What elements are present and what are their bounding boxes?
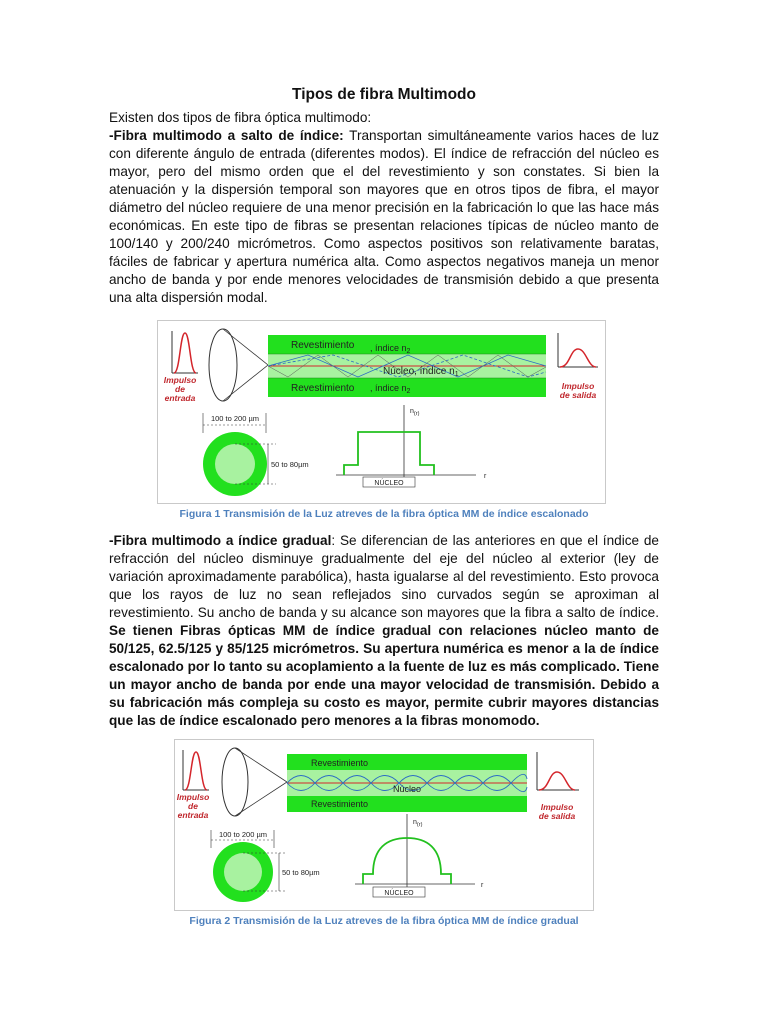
fig2-axis-n: n (413, 819, 417, 826)
fig1-core-sub: 1 (454, 371, 459, 378)
section-2-body-a: : Se diferencian de las anteriores en que el índice de refracción del núcleo disminuye gradualmente del eje del núcleo al exterior (ley de variación aproximadamente parabólica), hasta igualarse al del revestimiento. Esto provoca que los rayos de luz no sean reflejados sino curvados según se aproximan al revestimiento. Su ancho de banda y su alcance son mayores que la fibra a salto de índice. (109, 533, 659, 620)
fig1-cross-core (215, 444, 255, 484)
input-pulse-icon (185, 752, 207, 790)
fig1-index-bottom-sub: 2 (406, 388, 411, 395)
svg-text:n(r) (410, 408, 420, 417)
fig1-axis-sub: (r) (413, 411, 420, 417)
fig2-input-label-2: de (188, 801, 198, 811)
fig2-nucleus: NÚCLEO (384, 890, 414, 897)
intro-line: Existen dos tipos de fibra óptica multimodo: (109, 110, 372, 125)
input-label-3: entrada (164, 393, 196, 403)
figure-1 (157, 320, 606, 504)
fig1-cladding-top: Revestimiento (291, 340, 355, 351)
fig2-input-label-3: entrada (177, 810, 209, 820)
fig1-inner-dim: 50 to 80µm (271, 460, 309, 469)
input-label-1: Impulso (163, 375, 197, 385)
step-profile-line (344, 432, 434, 475)
section-2-heading: -Fibra multimodo a índice gradual (109, 533, 332, 548)
fig2-inner-dim: 50 to 80µm (282, 868, 320, 877)
step-index-diagram (158, 321, 605, 503)
figure-1-caption: Figura 1 Transmisión de la Luz atreves de la fibra óptica MM de índice escalonado (179, 508, 589, 520)
fig2-cross-core (224, 853, 262, 891)
fig1-outer-dim: 100 to 200 µm (210, 414, 260, 423)
fig2-core-label: Núcleo (393, 784, 422, 794)
fig1-index-top: , índice n (370, 343, 407, 353)
fig1-index-bottom: , índice n (370, 383, 407, 393)
fig2-cladding-bottom: Revestimiento (311, 799, 369, 809)
section-2-body-b: Se tienen Fibras ópticas MM de índice gradual con relaciones núcleo manto de 50/125, 62.5/125 y 85/125 micrómetros. Su apertura numérica es menor a la de índice escalonado por lo tanto su acoplamiento a la fuente de luz es más complicado. Tiene un mayor ancho de banda por ende una mayor velocidad de transmisión. Debido a su fabricación más compleja su costo es mayor, permite cubrir mayores distancias que las de índice escalonado pero menores a la fibras monomodo. (109, 623, 659, 728)
section-2-text (109, 532, 659, 730)
fig1-nucleus: NÚCLEO (374, 480, 404, 487)
output-pulse-icon (539, 772, 575, 790)
output-label-1: Impulso (561, 381, 595, 391)
section-1-text (109, 109, 659, 307)
figure-2 (174, 739, 594, 911)
fig2-cladding-top: Revestimiento (311, 758, 369, 768)
fig1-index-top-sub: 2 (406, 348, 411, 355)
lens-icon (209, 329, 237, 401)
fig2-input-label-1: Impulso (176, 792, 210, 802)
input-pulse-icon (174, 333, 196, 373)
svg-text:Núcleo, índice n1 (383, 366, 459, 378)
page-title: Tipos de fibra Multimodo (292, 86, 476, 103)
fig1-cladding-bottom: Revestimiento (291, 383, 355, 394)
svg-text:n(r) (413, 819, 423, 828)
fig2-axis-r: r (481, 882, 484, 889)
section-1-body: Transportan simultáneamente varios haces de luz con diferente ángulo de entrada (diferentes modos). El índice de refracción del núcleo es mayor, pero del mismo orden que el del revestimiento y son constates. Si bien la atenuación y la dispersión temporal son mayores que en otros tipos de fibra, el mayor diámetro del núcleo requiere de una menor precisión en la fabricación lo que las hace más económicas. En este tipo de fibras se presentan relaciones típicas de núcleo manto de 100/140 y 200/240 micrómetros. Como aspectos positivos son relativamente baratas, fáciles de fabricar y apertura numérica alta. Como aspectos negativos maneja un menor ancho de banda y por ende menores velocidades de transmisión debido a que presenta una alta dispersión modal. (109, 128, 659, 305)
output-label-2: de salida (559, 390, 597, 400)
fig2-outer-dim: 100 to 200 µm (218, 830, 268, 839)
lens-icon (222, 748, 248, 816)
fig2-axis-sub: (r) (416, 822, 423, 828)
section-1-heading: -Fibra multimodo a salto de índice: (109, 128, 344, 143)
output-pulse-icon (560, 349, 596, 367)
fig2-output-label-2: de salida (538, 811, 576, 821)
graded-index-diagram (175, 740, 593, 910)
fig1-core-label: Núcleo, índice n (383, 366, 455, 377)
fig1-axis-n: n (410, 408, 414, 415)
fig1-axis-r: r (484, 473, 487, 480)
input-label-2: de (175, 384, 185, 394)
fig2-output-label-1: Impulso (540, 802, 574, 812)
figure-2-caption: Figura 2 Transmisión de la Luz atreves de la fibra óptica MM de índice gradual (189, 915, 579, 927)
